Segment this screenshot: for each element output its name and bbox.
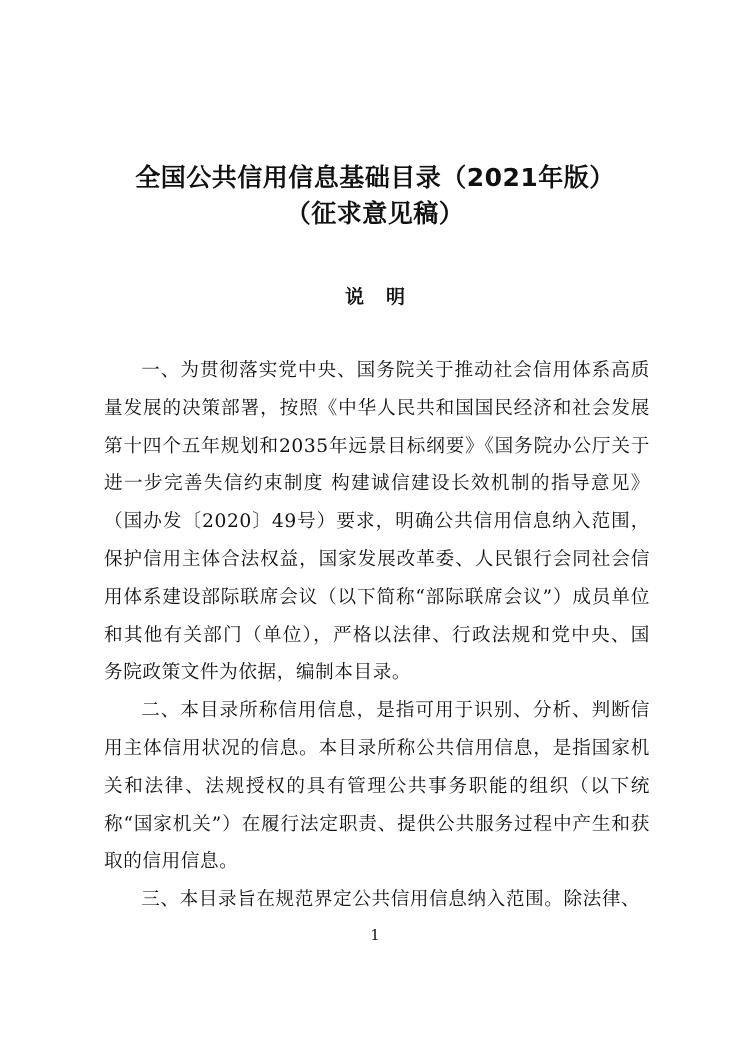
- paragraph-1: 一、为贯彻落实党中央、国务院关于推动社会信用体系高质量发展的决策部署，按照《中华人民共和国国民经济和社会发展第十四个五年规划和2035年远景目标纲要》《国务院办公厅关于进一步完善失信约束制度 构建诚信建设长效机制的指导意见》（国办发〔2020〕49号）要求，明确公共信用信息纳入范围，保护信用主体合法权益，国家发展改革委、人民银行会同社会信用体系建设部际联席会议（以下简称“部际联席会议”）成员单位和其他有关部门（单位），严格以法律、行政法规和党中央、国务院政策文件为依据，编制本目录。: [104, 360, 650, 684]
- paragraph-2: 二、本目录所称信用信息，是指可用于识别、分析、判断信用主体信用状况的信息。本目录所称公共信用信息，是指国家机关和法律、法规授权的具有管理公共事务职能的组织（以下统称“国家机关”）在履行法定职责、提供公共服务过程中产生和获取的信用信息。: [104, 700, 650, 873]
- document-body: [104, 352, 650, 919]
- page-number: 1: [370, 926, 380, 944]
- section-heading: 说明: [344, 286, 427, 308]
- document-subtitle: （征求意见稿）: [285, 199, 465, 228]
- document-title: 全国公共信用信息基础目录（2021年版）: [135, 163, 615, 192]
- paragraph-3: 三、本目录旨在规范界定公共信用信息纳入范围。除法律、: [141, 889, 641, 911]
